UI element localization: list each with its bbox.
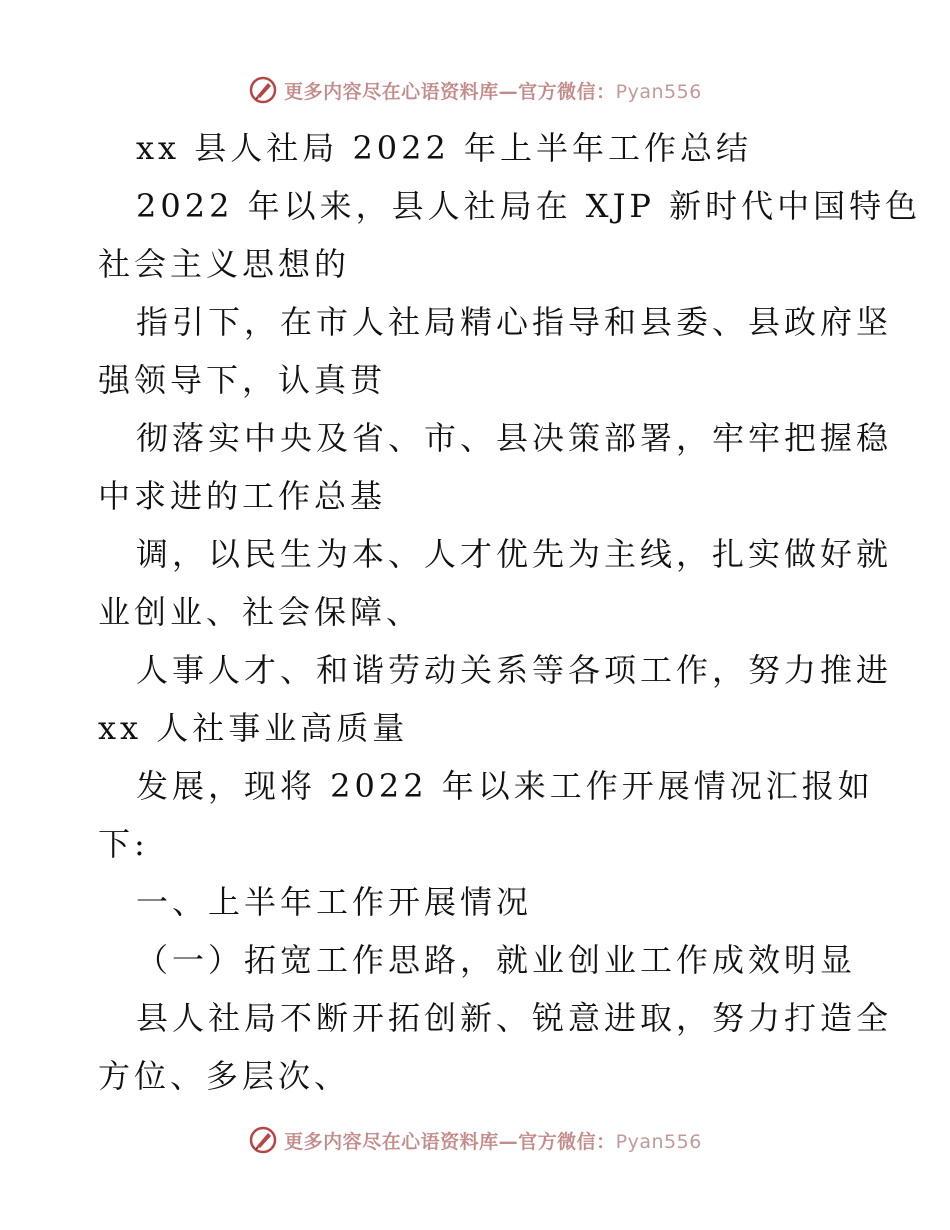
- paragraph-line: 发展，现将 2022 年以来工作开展情况汇报如: [136, 767, 874, 805]
- pen-logo-icon: [248, 1125, 278, 1155]
- paragraph-line: xx 人社事业高质量: [98, 709, 409, 747]
- watermark-text: 更多内容尽在心语资料库—官方微信：Pyan556: [284, 1130, 702, 1153]
- paragraph-line: 方位、多层次、: [98, 1057, 351, 1095]
- paragraph-line: 下:: [98, 825, 149, 863]
- paragraph-line: 人事人才、和谐劳动关系等各项工作，努力推进: [136, 651, 893, 689]
- paragraph-line: 指引下，在市人社局精心指导和县委、县政府坚: [136, 303, 893, 341]
- paragraph-line: 调，以民生为本、人才优先为主线，扎实做好就: [136, 535, 893, 573]
- paragraph-line: 业创业、社会保障、: [98, 593, 423, 631]
- section-heading: 一、上半年工作开展情况: [136, 883, 533, 921]
- paragraph-line: 2022 年以来，县人社局在 XJP 新时代中国特色: [136, 187, 922, 225]
- document-title: xx 县人社局 2022 年上半年工作总结: [136, 129, 753, 167]
- paragraph-line: 县人社局不断开拓创新、锐意进取，努力打造全: [136, 999, 893, 1037]
- paragraph-line: 社会主义思想的: [98, 245, 351, 283]
- watermark-footer: [0, 1120, 950, 1160]
- subsection-heading: （一）拓宽工作思路，就业创业工作成效明显: [136, 941, 857, 979]
- pen-logo-icon: [248, 75, 278, 105]
- watermark-header: [0, 70, 950, 110]
- paragraph-line: 中求进的工作总基: [98, 477, 387, 515]
- paragraph-line: 强领导下，认真贯: [98, 361, 387, 399]
- watermark-text: 更多内容尽在心语资料库—官方微信：Pyan556: [284, 80, 702, 103]
- paragraph-line: 彻落实中央及省、市、县决策部署，牢牢把握稳: [136, 419, 893, 457]
